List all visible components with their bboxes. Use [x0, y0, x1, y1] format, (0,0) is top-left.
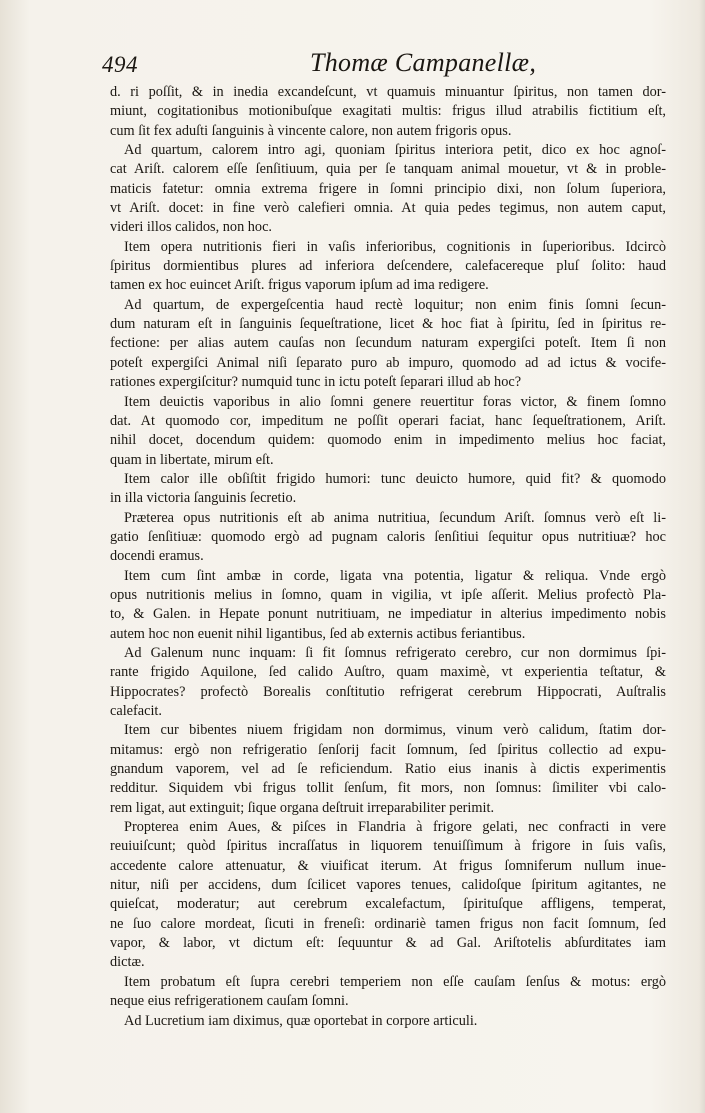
- text-line: mitamus: ergò non refrigeratio ſenſorij facit ſomnum, ſed ſpiritus collectio ad expu-: [110, 741, 666, 758]
- page-edge-shadow: [699, 0, 705, 1113]
- text-line: Ad quartum, de expergeſcentia haud rectè loquitur; non enim finis ſomni ſecun-: [124, 296, 666, 313]
- text-line: Ad Galenum nunc inquam: ſi fit ſomnus refrigerato cerebro, cur non dormimus ſpi-: [124, 644, 666, 661]
- text-line: autem hoc non euenit nihil ligantibus, ſed ab externis actibus feriantibus.: [110, 625, 526, 642]
- text-line: Item opera nutritionis fieri in vaſis inferioribus, cognitionis in ſuperioribus. Idcircò: [124, 238, 666, 255]
- text-line: nitur, niſi per accidens, dum ſcilicet vapores tenues, calidoſque ſpiritum agitantes, ne: [110, 877, 666, 894]
- text-line: d. ri poſſit, & in inedia excandeſcunt, vt quamuis minuantur ſpiritus, non tamen dor-: [110, 84, 666, 100]
- text-line: dum naturam eſt in ſanguinis ſequeſtratione, licet & hoc fiat à ſpiritu, ſed in ſpiritus re-: [110, 316, 666, 333]
- text-line: neque eius refrigerationem cauſam ſomni.: [110, 993, 349, 1010]
- text-line: in illa victoria ſanguinis ſecretio.: [110, 490, 297, 507]
- text-line: maticis fatetur: omnia extrema frigere in ſomni principio dixi, non ſolum ſuperiora,: [110, 180, 666, 197]
- text-line: dat. At quomodo cor, impeditum ne poſſit operari faciat, hanc ſequeſtrationem, Ariſt.: [110, 412, 666, 429]
- text-line: Item calor ille obſiſtit frigido humori: tunc deuicto humore, quid fit? & quomodo: [124, 470, 666, 487]
- text-line: vt Ariſt. docet: in fine verò calefieri omnia. At quia pedes tegimus, non autem caput,: [110, 200, 666, 217]
- text-line: Ad Lucretium iam diximus, quæ oportebat in corpore articuli.: [124, 1012, 478, 1029]
- text-line: opus nutritionis melius in ſomno, quam in vigilia, vt ipſe aſſerit. Melius profectò Pla-: [110, 586, 666, 603]
- running-head: Thomæ Campanellæ,: [310, 48, 537, 77]
- text-line: cat Ariſt. calorem eſſe ſenſitiuum, quia per ſe tanquam animal mouetur, vt & in proble-: [110, 161, 666, 178]
- text-line: Ad quartum, calorem intro agi, quoniam ſpiritus interiora petit, dico ex hoc agnoſ-: [124, 142, 666, 159]
- page-header: [102, 46, 622, 78]
- text-line: rante frigido Aquilone, ſed calido Auſtro, quam maximè, vt experientia teſtatur, &: [110, 664, 666, 681]
- text-line: cum ſit fex aduſti ſanguinis à vincente calore, non autem frigoris opus.: [110, 122, 512, 139]
- text-line: rationes expergiſcitur? numquid tunc in ictu poteſt ſeparari illud ab hoc?: [110, 374, 522, 391]
- text-line: Præterea opus nutritionis eſt ab anima nutritiua, ſecundum Ariſt. ſomnus verò eſt li-: [124, 509, 666, 526]
- text-line: docendi eramus.: [110, 548, 204, 565]
- text-line: fectione: per alias autem cauſas non ſecundum naturam expergiſci poteſt. Item ſi non: [110, 335, 666, 352]
- text-line: Propterea enim Aues, & piſces in Flandria à frigore gelati, nec confracti in vere: [124, 819, 666, 836]
- text-line: Item probatum eſt ſupra cerebri temperiem non eſſe cauſam ſenſus & motus: ergò: [124, 973, 666, 990]
- text-line: dictæ.: [110, 954, 145, 971]
- text-line: reuiuiſcunt; quòd ſpiritus incraſſatus in liquorem tenuiſſimum à frigore in ſuis vaſis,: [110, 838, 666, 855]
- text-line: gnandum vaporem, vel ad ſe reficiendum. Ratio eius inanis à dictis experimentis: [110, 761, 666, 778]
- text-line: Item deuictis vaporibus in alio ſomni genere reuertitur foras victor, & finem ſomno: [124, 393, 666, 410]
- text-line: nihil docet, docendum quidem: quomodo enim in impedimento melius hoc faciat,: [110, 432, 666, 449]
- text-line: gatio ſenſitiuæ: quomodo ergò ad pugnam caloris ſenſitiui ſequitur opus nutritiuæ? hoc: [110, 528, 666, 545]
- text-line: tamen ex hoc euincet Ariſt. frigus vaporum ipſum ad ima redigere.: [110, 277, 489, 294]
- text-line: Item cum ſint ambæ in corde, ligata vna potentia, ligatur & reliqua. Vnde ergò: [124, 567, 666, 584]
- text-line: ſpiritus dormientibus plures ad inferiora deſcendere, calefacereque pluſ ſolito: haud: [110, 258, 666, 275]
- text-line: Hippocrates? profectò Borealis conſtitutio refrigerat cerebrum Hippocrati, Auſtralis: [110, 683, 666, 700]
- text-line: vapor, & labor, vt dictum eſt: ſequuntur & ad Gal. Ariſtotelis abſurditates iam: [110, 935, 666, 952]
- page-number: 494: [102, 52, 138, 77]
- text-line: Item cur bibentes niuem frigidam non dormimus, vinum verò calidum, ſtatim dor-: [124, 722, 666, 739]
- text-line: miunt, cogitationibus motionibuſque exagitati multis: frigus illud atrabilis fictitium eſt,: [110, 103, 666, 120]
- body-text: [110, 83, 666, 1031]
- text-line: quieſcat, moderatur; aut cerebrum excalefactum, ſpirituſque affligens, temperat,: [110, 896, 666, 913]
- text-line: to, & Galen. in Hepate ponunt nutritiuam, ne impediatur in alterius impedimento nobis: [110, 606, 666, 623]
- text-line: ne ſuo calore mordeat, ſicuti in freneſi: ordinariè tamen frigus non facit ſomnum, ſed: [110, 915, 666, 932]
- text-line: redditur. Siquidem vbi frigus tollit ſenſum, fit mors, non ſomnus: ſimiliter vbi calo-: [110, 780, 666, 797]
- text-line: accedente calore attenuatur, & viuificat iterum. At frigus ſomniferum nullum inue-: [110, 857, 666, 874]
- text-line: quam in libertate, mirum eſt.: [110, 451, 274, 468]
- text-line: rem ligat, aut extinguit; ſique organa deſtruit irreparabiliter perimit.: [110, 799, 495, 816]
- text-line: poteſt expergiſci Animal niſi ſeparato puro ab impuro, quomodo ad ad ictus & vocife-: [110, 354, 666, 371]
- text-line: calefacit.: [110, 703, 162, 719]
- text-line: videri illos calidos, non hoc.: [110, 219, 273, 236]
